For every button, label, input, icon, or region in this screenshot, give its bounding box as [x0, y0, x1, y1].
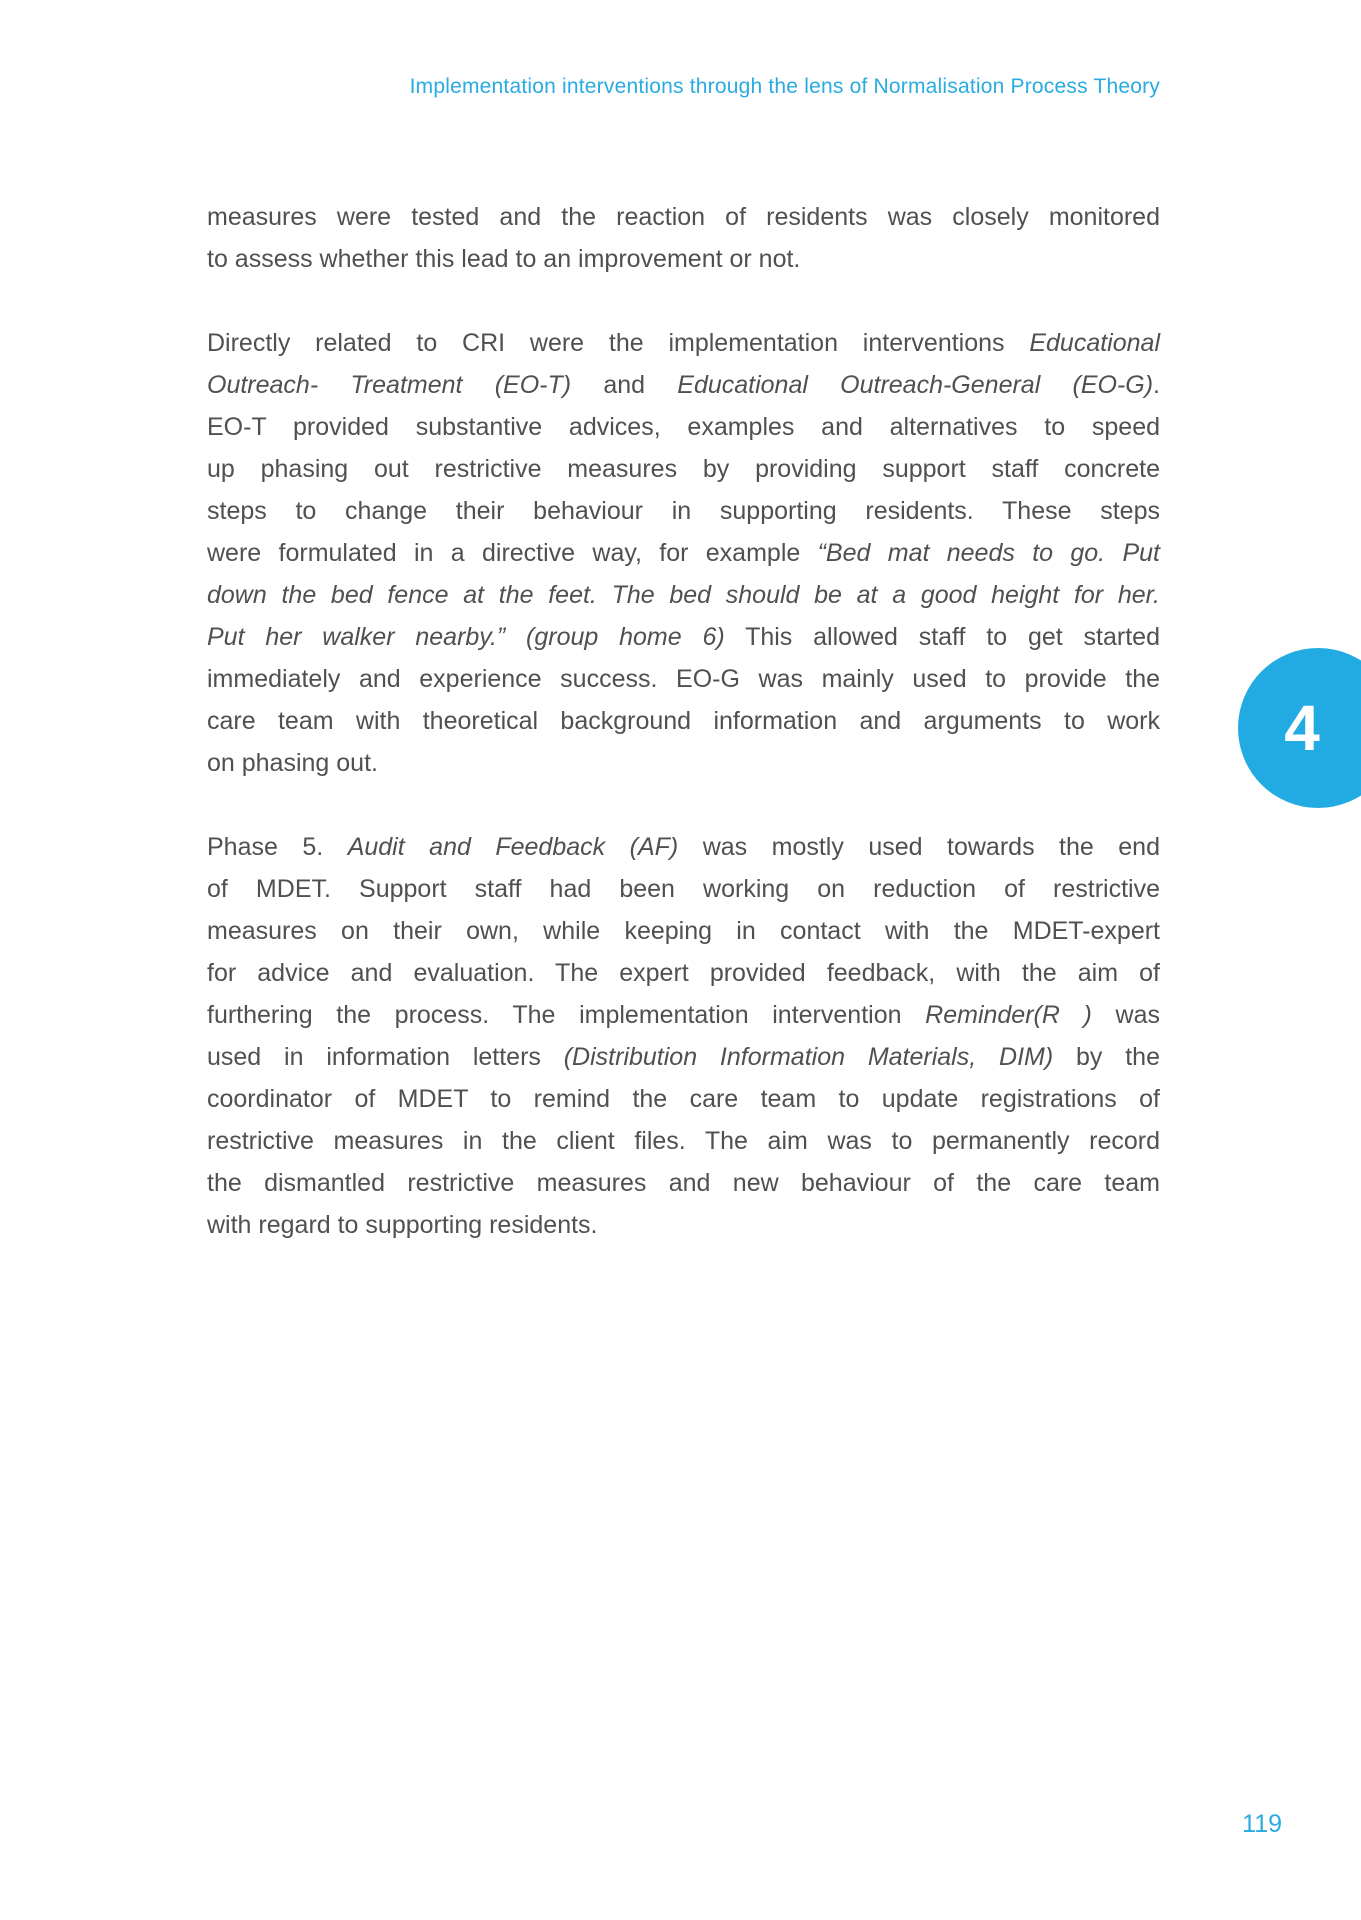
text-line: for advice and evaluation. The expert provided feedback, with the aim of [207, 959, 1160, 987]
text-line: EO-T provided substantive advices, examples and alternatives to speed [207, 413, 1160, 441]
paragraph [207, 322, 1160, 784]
text-line: immediately and experience success. EO-G was mainly used to provide the [207, 665, 1160, 693]
chapter-tab [1238, 648, 1361, 808]
text-line: Phase 5. Audit and Feedback (AF) was mostly used towards the end [207, 833, 1160, 861]
paragraph [207, 196, 1160, 280]
paragraph [207, 826, 1160, 1246]
text-line: Directly related to CRI were the implementation interventions Educational [207, 329, 1160, 357]
text-line: down the bed fence at the feet. The bed should be at a good height for her. [207, 581, 1160, 609]
text-line: up phasing out restrictive measures by providing support staff concrete [207, 455, 1160, 483]
text-line: to assess whether this lead to an improvement or not. [207, 245, 801, 273]
text-line: coordinator of MDET to remind the care team to update registrations of [207, 1085, 1160, 1113]
running-header: Implementation interventions through the lens of Normalisation Process Theory [409, 75, 1160, 98]
text-line: furthering the process. The implementation intervention Reminder(R ) was [207, 1001, 1160, 1029]
text-line: steps to change their behaviour in supporting residents. These steps [207, 497, 1160, 525]
text-line: of MDET. Support staff had been working on reduction of restrictive [207, 875, 1160, 903]
text-line: used in information letters (Distribution Information Materials, DIM) by the [207, 1043, 1160, 1071]
text-line: care team with theoretical background information and arguments to work [207, 707, 1160, 735]
text-line: restrictive measures in the client files. The aim was to permanently record [207, 1127, 1160, 1155]
page-number: 119 [1242, 1810, 1282, 1838]
text-line: Put her walker nearby.” (group home 6) This allowed staff to get started [207, 623, 1160, 651]
text-line: Outreach- Treatment (EO-T) and Educational Outreach-General (EO-G). [207, 371, 1160, 399]
text-line: the dismantled restrictive measures and new behaviour of the care team [207, 1169, 1160, 1197]
text-line: on phasing out. [207, 749, 378, 777]
chapter-number: 4 [1284, 692, 1320, 764]
text-line: measures on their own, while keeping in contact with the MDET-expert [207, 917, 1160, 945]
text-line: measures were tested and the reaction of residents was closely monitored [207, 203, 1160, 231]
text-line: were formulated in a directive way, for example “Bed mat needs to go. Put [207, 539, 1160, 567]
text-line: with regard to supporting residents. [207, 1211, 598, 1239]
body-text [207, 196, 1160, 1288]
